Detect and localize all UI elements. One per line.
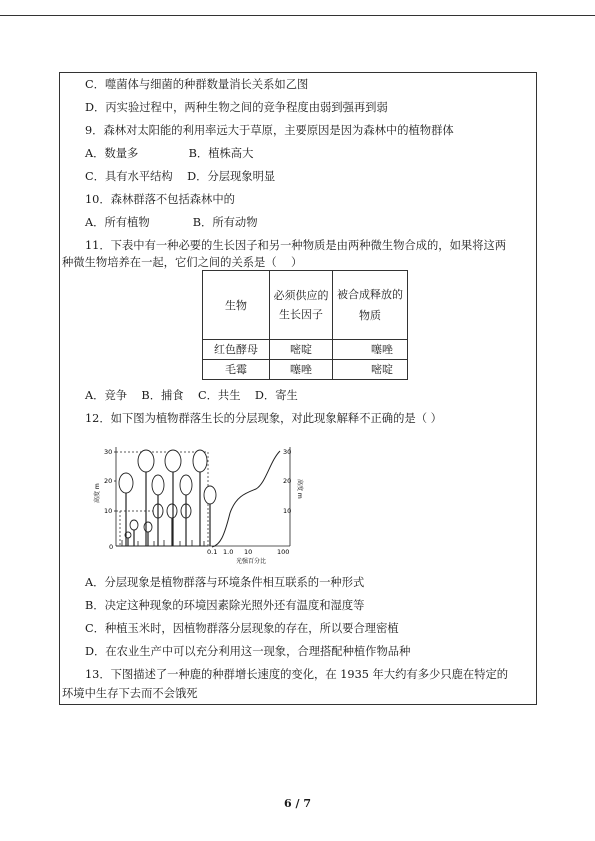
table-cell: 红色酵母 (203, 340, 270, 360)
x-axis-label: 光强百分比 (236, 558, 267, 565)
table-header-cell: 必须供应的生长因子 (270, 271, 333, 340)
growth-factor-table (202, 270, 408, 380)
table-header-cell: 被合成释放的物质 (333, 271, 408, 340)
header-rule (0, 15, 595, 16)
question-13-line2: 环境中生存下去而不会饿死 (62, 687, 198, 700)
left-tick: 20 (104, 477, 113, 485)
q9-options-cd: C．具有水平结构 D．分层现象明显 (85, 170, 276, 183)
table-header-row (203, 271, 408, 340)
x-tick: 10 (244, 548, 253, 556)
plant-layering-figure (94, 441, 305, 566)
right-tick: 20 (283, 477, 292, 485)
q12-option-d: D．在农业生产中可以充分利用这一现象，合理搭配种植作物品种 (85, 645, 411, 658)
question-11-line2: 种微生物培养在一起，它们之间的关系是（ ） (62, 256, 303, 269)
q10-options: A．所有植物 B．所有动物 (85, 216, 258, 229)
table-cell: 毛霉 (203, 360, 270, 380)
left-tick: 10 (104, 507, 113, 515)
question-10: 10．森林群落不包括森林中的 (85, 193, 235, 206)
right-axis-label: 高度 m (296, 479, 303, 499)
table-header-cell: 生物 (203, 271, 270, 340)
right-tick: 10 (283, 507, 292, 515)
q12-option-b: B．决定这种现象的环境因素除光照外还有温度和湿度等 (85, 599, 365, 612)
table-cell: 嘧啶 (270, 340, 333, 360)
q9-options-ab: A．数量多 B．植株高大 (85, 147, 254, 160)
left-tick: 30 (104, 448, 113, 456)
left-tick: 0 (109, 543, 114, 551)
table-cell: 噻唑 (270, 360, 333, 380)
question-12: 12．如下图为植物群落生长的分层现象，对此现象解释不正确的是（ ） (85, 412, 442, 425)
x-tick: 1.0 (223, 548, 234, 556)
left-axis-label: 高度 m (94, 483, 101, 503)
x-tick: 100 (277, 548, 290, 556)
x-tick: 0.1 (207, 548, 218, 556)
table-row (203, 340, 408, 360)
question-13-line1: 13．下图描述了一种鹿的种群增长速度的变化，在 1935 年大约有多少只鹿在特定的 (85, 668, 509, 681)
question-9: 9．森林对太阳能的利用率远大于草原，主要原因是因为森林中的植物群体 (85, 124, 454, 137)
table-cell: 嘧啶 (333, 360, 408, 380)
question-11-line1: 11．下表中有一种必要的生长因子和另一种物质是由两种微生物合成的，如果将这两 (85, 239, 507, 252)
page-number: 6 / 7 (284, 797, 311, 810)
q12-option-a: A．分层现象是植物群落与环境条件相互联系的一种形式 (85, 576, 365, 589)
q11-options: A．竞争 B．捕食 C．共生 D．寄生 (85, 389, 298, 402)
option-c-q8: C．噬菌体与细菌的种群数量消长关系如乙图 (85, 78, 309, 91)
option-d-q8: D．丙实验过程中，两种生物之间的竞争程度由弱到强再到弱 (85, 101, 388, 114)
table-row (203, 360, 408, 380)
right-tick: 30 (283, 448, 292, 456)
table-cell: 噻唑 (333, 340, 408, 360)
q12-option-c: C．种植玉米时，因植物群落分层现象的存在，所以要合理密植 (85, 622, 399, 635)
